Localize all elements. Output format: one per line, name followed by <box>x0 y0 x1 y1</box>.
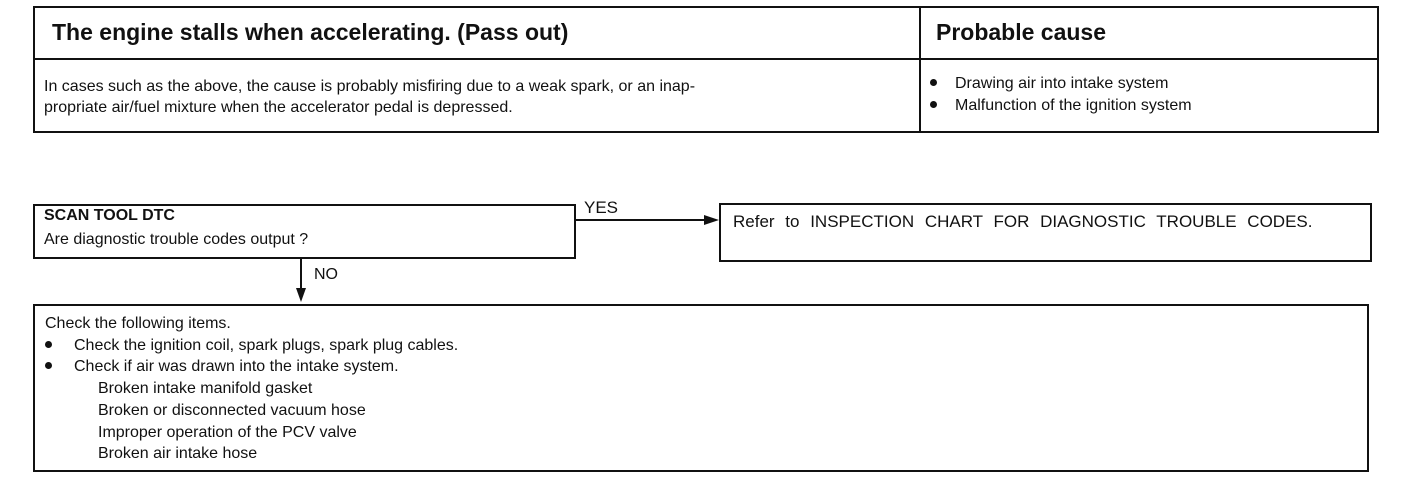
sub-item: Broken air intake hose <box>98 445 258 462</box>
probable-cause-title: Probable cause <box>936 19 1107 45</box>
sub-item: Broken or disconnected vacuum hose <box>98 402 366 419</box>
bullet-icon <box>45 341 52 348</box>
sub-item: Improper operation of the PCV valve <box>98 424 357 441</box>
no-arrowhead <box>296 288 306 302</box>
cause-item: Malfunction of the ignition system <box>930 97 1192 115</box>
bullet-icon <box>45 362 52 369</box>
check-item: Check if air was drawn into the intake system. <box>45 358 399 376</box>
check-heading: Check the following items. <box>45 315 231 332</box>
yes-arrowhead <box>704 215 719 225</box>
sub-item: Broken intake manifold gasket <box>98 380 313 397</box>
no-label: NO <box>314 266 338 283</box>
symptom-title: The engine stalls when accelerating. (Pass out) <box>52 19 569 45</box>
symptom-description: In cases such as the above, the cause is probably misfiring due to a weak spark, or an inap- propriate air/fuel mixture when the accelerator pedal is depressed. <box>44 78 696 116</box>
yes-label: YES <box>584 198 619 217</box>
check-item: Check the ignition coil, spark plugs, spark plug cables. <box>45 337 458 355</box>
scan-tool-question: Are diagnostic trouble codes output ? <box>44 231 309 248</box>
scan-tool-title: SCAN TOOL DTC <box>44 207 175 224</box>
cause-item: Drawing air into intake system <box>930 75 1168 93</box>
refer-text: Refer to INSPECTION CHART FOR DIAGNOSTIC TROUBLE CODES. <box>733 212 1313 231</box>
